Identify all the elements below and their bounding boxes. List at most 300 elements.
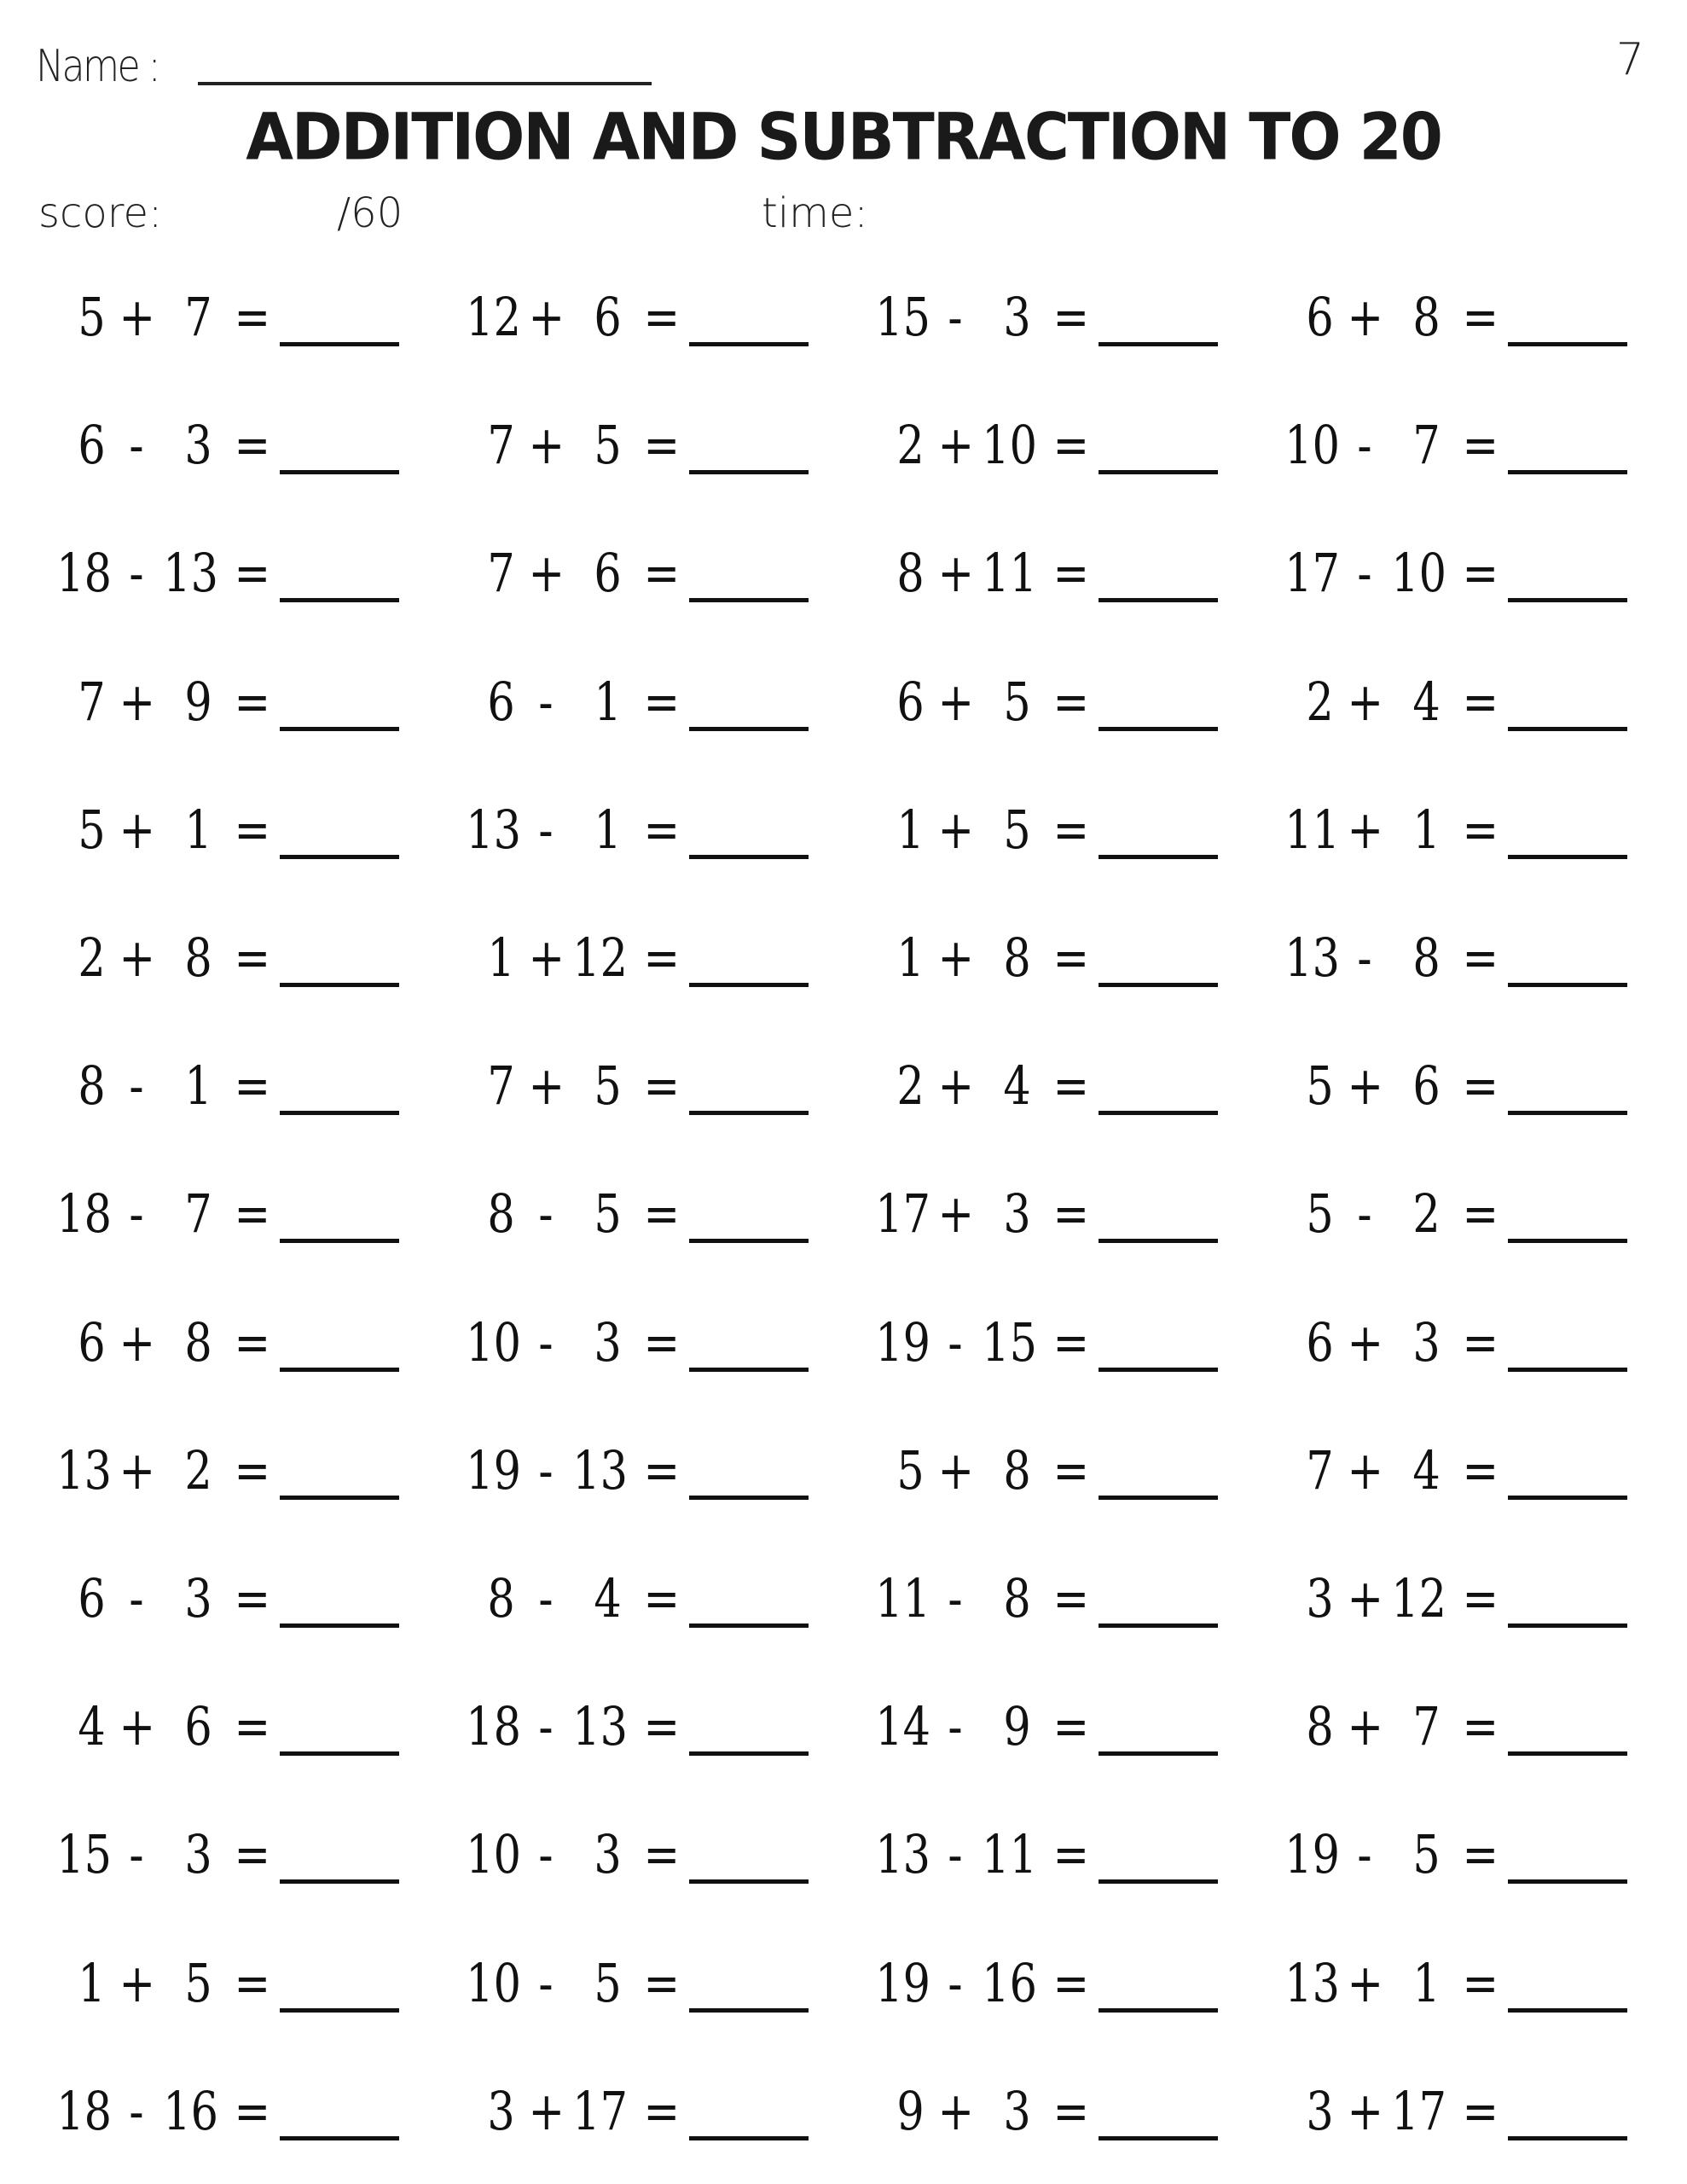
problem bbox=[1279, 1425, 1655, 1527]
operator: - bbox=[538, 1567, 554, 1629]
answer-blank[interactable] bbox=[280, 598, 399, 602]
problem bbox=[870, 399, 1245, 502]
operator: + bbox=[937, 542, 975, 604]
answer-blank[interactable] bbox=[1099, 1623, 1218, 1628]
operand-a: 10 bbox=[466, 1952, 522, 2014]
operand-b: 3 bbox=[594, 1311, 622, 1374]
answer-blank[interactable] bbox=[689, 855, 809, 859]
answer-blank[interactable] bbox=[1099, 983, 1218, 987]
operand-a: 1 bbox=[896, 799, 925, 861]
problem bbox=[461, 1937, 836, 2040]
operator: + bbox=[937, 1054, 975, 1117]
operand-b: 15 bbox=[982, 1311, 1038, 1374]
operand-b: 3 bbox=[1003, 2080, 1031, 2142]
problem bbox=[51, 1040, 426, 1142]
equals-sign: = bbox=[1052, 414, 1090, 476]
equals-sign: = bbox=[643, 1695, 681, 1757]
equals-sign: = bbox=[1462, 414, 1499, 476]
problem bbox=[461, 1040, 836, 1142]
operand-a: 3 bbox=[1306, 2080, 1334, 2142]
answer-blank[interactable] bbox=[1508, 1879, 1627, 1884]
operator: - bbox=[129, 1567, 144, 1629]
equals-sign: = bbox=[1462, 1311, 1499, 1374]
problem bbox=[1279, 1168, 1655, 1270]
problem bbox=[1279, 2065, 1655, 2168]
operand-a: 18 bbox=[56, 2080, 113, 2142]
operand-a: 7 bbox=[1306, 1439, 1334, 1502]
operand-a: 2 bbox=[896, 1054, 925, 1117]
operand-a: 15 bbox=[875, 286, 931, 348]
problem-row bbox=[0, 399, 1687, 502]
operand-a: 4 bbox=[78, 1695, 106, 1757]
equals-sign: = bbox=[234, 1567, 271, 1629]
operand-b: 4 bbox=[594, 1567, 622, 1629]
operand-a: 18 bbox=[466, 1695, 522, 1757]
problem-row bbox=[0, 656, 1687, 758]
problem-row bbox=[0, 784, 1687, 886]
operand-a: 19 bbox=[466, 1439, 522, 1502]
operand-b: 5 bbox=[594, 1182, 622, 1245]
problem bbox=[51, 656, 426, 758]
answer-blank[interactable] bbox=[1099, 342, 1218, 346]
operator: - bbox=[1357, 1182, 1372, 1245]
operand-a: 5 bbox=[78, 799, 106, 861]
answer-blank[interactable] bbox=[1508, 2008, 1627, 2013]
problem bbox=[1279, 1681, 1655, 1783]
operator: - bbox=[538, 1823, 554, 1885]
equals-sign: = bbox=[1052, 286, 1090, 348]
answer-blank[interactable] bbox=[280, 983, 399, 987]
problem bbox=[870, 1809, 1245, 1911]
operand-a: 13 bbox=[466, 799, 522, 861]
operand-b: 9 bbox=[1003, 1695, 1031, 1757]
answer-blank[interactable] bbox=[689, 1496, 809, 1500]
answer-blank[interactable] bbox=[689, 1879, 809, 1884]
problem bbox=[870, 527, 1245, 630]
problem bbox=[51, 527, 426, 630]
operand-b: 16 bbox=[163, 2080, 219, 2142]
operator: + bbox=[937, 926, 975, 989]
operand-a: 15 bbox=[56, 1823, 113, 1885]
operand-a: 6 bbox=[78, 414, 106, 476]
answer-blank[interactable] bbox=[689, 1751, 809, 1756]
equals-sign: = bbox=[1052, 1054, 1090, 1117]
equals-sign: = bbox=[1052, 799, 1090, 861]
answer-blank[interactable] bbox=[1508, 855, 1627, 859]
operand-a: 3 bbox=[487, 2080, 515, 2142]
operand-b: 8 bbox=[184, 926, 212, 989]
answer-blank[interactable] bbox=[689, 983, 809, 987]
equals-sign: = bbox=[643, 286, 681, 348]
operand-b: 5 bbox=[1003, 799, 1031, 861]
operand-b: 11 bbox=[982, 542, 1038, 604]
operator: + bbox=[119, 671, 156, 733]
operand-a: 5 bbox=[896, 1439, 925, 1502]
operator: + bbox=[119, 1695, 156, 1757]
equals-sign: = bbox=[1052, 926, 1090, 989]
problem bbox=[461, 1168, 836, 1270]
equals-sign: = bbox=[1052, 1695, 1090, 1757]
operator: + bbox=[528, 286, 565, 348]
problem bbox=[51, 1553, 426, 1655]
operator: - bbox=[1357, 926, 1372, 989]
equals-sign: = bbox=[643, 926, 681, 989]
equals-sign: = bbox=[1462, 1182, 1499, 1245]
operand-b: 8 bbox=[1412, 286, 1441, 348]
equals-sign: = bbox=[234, 1311, 271, 1374]
problem bbox=[1279, 271, 1655, 374]
problem-row bbox=[0, 527, 1687, 630]
answer-blank[interactable] bbox=[280, 1751, 399, 1756]
answer-blank[interactable] bbox=[1508, 727, 1627, 731]
problem bbox=[51, 1809, 426, 1911]
answer-blank[interactable] bbox=[1508, 1751, 1627, 1756]
operator: + bbox=[528, 414, 565, 476]
problem bbox=[461, 656, 836, 758]
problem-row bbox=[0, 912, 1687, 1014]
problem bbox=[51, 1425, 426, 1527]
problem-row bbox=[0, 1937, 1687, 2040]
equals-sign: = bbox=[1462, 2080, 1499, 2142]
answer-blank[interactable] bbox=[1508, 1496, 1627, 1500]
operand-b: 5 bbox=[184, 1952, 212, 2014]
problem bbox=[1279, 784, 1655, 886]
operand-b: 12 bbox=[572, 926, 629, 989]
operand-b: 5 bbox=[594, 1952, 622, 2014]
operand-b: 3 bbox=[184, 1823, 212, 1885]
operand-b: 1 bbox=[594, 671, 622, 733]
operand-b: 17 bbox=[1391, 2080, 1447, 2142]
operand-b: 13 bbox=[163, 542, 219, 604]
operator: - bbox=[129, 1823, 144, 1885]
operand-a: 1 bbox=[896, 926, 925, 989]
equals-sign: = bbox=[1052, 1311, 1090, 1374]
operator: - bbox=[129, 1054, 144, 1117]
answer-blank[interactable] bbox=[1508, 1239, 1627, 1243]
operand-b: 4 bbox=[1412, 671, 1441, 733]
operand-b: 10 bbox=[982, 414, 1038, 476]
answer-blank[interactable] bbox=[1099, 1239, 1218, 1243]
answer-blank[interactable] bbox=[1099, 2136, 1218, 2140]
operand-a: 3 bbox=[1306, 1567, 1334, 1629]
equals-sign: = bbox=[1052, 1182, 1090, 1245]
operand-a: 10 bbox=[466, 1311, 522, 1374]
operator: + bbox=[1347, 2080, 1384, 2142]
problem bbox=[870, 1681, 1245, 1783]
answer-blank[interactable] bbox=[1099, 1879, 1218, 1884]
answer-blank[interactable] bbox=[1099, 1496, 1218, 1500]
answer-blank[interactable] bbox=[689, 1623, 809, 1628]
operand-a: 8 bbox=[896, 542, 925, 604]
answer-blank[interactable] bbox=[280, 1368, 399, 1372]
problem bbox=[870, 1040, 1245, 1142]
problem bbox=[1279, 912, 1655, 1014]
problem bbox=[461, 1425, 836, 1527]
equals-sign: = bbox=[234, 1952, 271, 2014]
operator: + bbox=[937, 1439, 975, 1502]
answer-blank[interactable] bbox=[689, 727, 809, 731]
operator: - bbox=[948, 1823, 963, 1885]
operand-b: 16 bbox=[982, 1952, 1038, 2014]
operand-b: 8 bbox=[1003, 1439, 1031, 1502]
operand-a: 13 bbox=[875, 1823, 931, 1885]
operator: + bbox=[119, 286, 156, 348]
operator: + bbox=[528, 542, 565, 604]
answer-blank[interactable] bbox=[1508, 2136, 1627, 2140]
problem-row bbox=[0, 1553, 1687, 1655]
problem bbox=[51, 1681, 426, 1783]
score-total: /60 bbox=[337, 189, 403, 237]
operand-a: 5 bbox=[1306, 1054, 1334, 1117]
answer-blank[interactable] bbox=[280, 342, 399, 346]
answer-blank[interactable] bbox=[1099, 1751, 1218, 1756]
answer-blank[interactable] bbox=[689, 1239, 809, 1243]
operator: - bbox=[948, 286, 963, 348]
operand-b: 7 bbox=[184, 1182, 212, 1245]
operand-b: 7 bbox=[1412, 414, 1441, 476]
equals-sign: = bbox=[1462, 1567, 1499, 1629]
problem bbox=[461, 527, 836, 630]
operator: + bbox=[1347, 286, 1384, 348]
answer-blank[interactable] bbox=[280, 727, 399, 731]
operand-b: 6 bbox=[1412, 1054, 1441, 1117]
operand-a: 7 bbox=[487, 1054, 515, 1117]
operand-a: 11 bbox=[875, 1567, 931, 1629]
operand-a: 2 bbox=[1306, 671, 1334, 733]
operator: - bbox=[129, 2080, 144, 2142]
operand-b: 13 bbox=[572, 1695, 629, 1757]
answer-blank[interactable] bbox=[689, 470, 809, 474]
problem bbox=[870, 1297, 1245, 1399]
equals-sign: = bbox=[643, 414, 681, 476]
operand-a: 2 bbox=[78, 926, 106, 989]
operand-a: 7 bbox=[78, 671, 106, 733]
operand-a: 18 bbox=[56, 542, 113, 604]
equals-sign: = bbox=[1462, 286, 1499, 348]
operator: - bbox=[1357, 1823, 1372, 1885]
problem bbox=[870, 784, 1245, 886]
problem bbox=[1279, 1809, 1655, 1911]
operator: + bbox=[937, 414, 975, 476]
operator: + bbox=[1347, 1952, 1384, 2014]
equals-sign: = bbox=[1052, 1952, 1090, 2014]
operand-a: 9 bbox=[896, 2080, 925, 2142]
equals-sign: = bbox=[1052, 671, 1090, 733]
operand-b: 1 bbox=[1412, 1952, 1441, 2014]
operand-a: 5 bbox=[1306, 1182, 1334, 1245]
operator: + bbox=[119, 799, 156, 861]
problem bbox=[51, 1168, 426, 1270]
problem bbox=[1279, 1553, 1655, 1655]
answer-blank[interactable] bbox=[280, 1623, 399, 1628]
operator: - bbox=[538, 1952, 554, 2014]
answer-blank[interactable] bbox=[1508, 1368, 1627, 1372]
operator: - bbox=[538, 799, 554, 861]
answer-blank[interactable] bbox=[689, 598, 809, 602]
operand-b: 8 bbox=[1003, 1567, 1031, 1629]
answer-blank[interactable] bbox=[280, 1879, 399, 1884]
answer-blank[interactable] bbox=[280, 1111, 399, 1115]
equals-sign: = bbox=[643, 542, 681, 604]
equals-sign: = bbox=[643, 1439, 681, 1502]
problem bbox=[870, 1425, 1245, 1527]
operand-a: 10 bbox=[1284, 414, 1341, 476]
equals-sign: = bbox=[1462, 1952, 1499, 2014]
answer-blank[interactable] bbox=[689, 2008, 809, 2013]
answer-blank[interactable] bbox=[1508, 1111, 1627, 1115]
answer-blank[interactable] bbox=[1508, 1623, 1627, 1628]
operand-b: 2 bbox=[1412, 1182, 1441, 1245]
problem bbox=[1279, 1297, 1655, 1399]
operator: + bbox=[1347, 1439, 1384, 1502]
operand-a: 13 bbox=[1284, 1952, 1341, 2014]
equals-sign: = bbox=[234, 671, 271, 733]
equals-sign: = bbox=[1462, 926, 1499, 989]
answer-blank[interactable] bbox=[1099, 855, 1218, 859]
problem-row bbox=[0, 1297, 1687, 1399]
answer-blank[interactable] bbox=[1099, 1111, 1218, 1115]
problem-row bbox=[0, 1168, 1687, 1270]
operand-b: 5 bbox=[594, 414, 622, 476]
answer-blank[interactable] bbox=[1508, 983, 1627, 987]
equals-sign: = bbox=[643, 1311, 681, 1374]
page-number: 7 bbox=[1615, 34, 1644, 85]
operand-a: 19 bbox=[875, 1311, 931, 1374]
operator: + bbox=[528, 1054, 565, 1117]
operand-b: 12 bbox=[1391, 1567, 1447, 1629]
operand-b: 5 bbox=[1003, 671, 1031, 733]
problem bbox=[461, 399, 836, 502]
operator: + bbox=[1347, 671, 1384, 733]
problem bbox=[870, 271, 1245, 374]
name-label: Name : bbox=[36, 41, 159, 92]
answer-blank[interactable] bbox=[1508, 342, 1627, 346]
operand-a: 12 bbox=[466, 286, 522, 348]
operand-a: 2 bbox=[896, 414, 925, 476]
operand-b: 9 bbox=[184, 671, 212, 733]
equals-sign: = bbox=[234, 1182, 271, 1245]
operand-a: 8 bbox=[487, 1567, 515, 1629]
name-answer-line[interactable] bbox=[198, 82, 652, 85]
operand-b: 5 bbox=[594, 1054, 622, 1117]
answer-blank[interactable] bbox=[1099, 2008, 1218, 2013]
operator: + bbox=[937, 671, 975, 733]
operand-b: 3 bbox=[1003, 1182, 1031, 1245]
operator: - bbox=[1357, 414, 1372, 476]
time-label: time: bbox=[762, 189, 868, 237]
equals-sign: = bbox=[1052, 1823, 1090, 1885]
answer-blank[interactable] bbox=[1099, 470, 1218, 474]
operand-b: 2 bbox=[184, 1439, 212, 1502]
operator: + bbox=[119, 926, 156, 989]
operator: + bbox=[528, 2080, 565, 2142]
equals-sign: = bbox=[1462, 1695, 1499, 1757]
operator: + bbox=[528, 926, 565, 989]
problem bbox=[461, 1809, 836, 1911]
problem bbox=[461, 912, 836, 1014]
equals-sign: = bbox=[234, 1439, 271, 1502]
problem-row bbox=[0, 2065, 1687, 2168]
operand-a: 1 bbox=[487, 926, 515, 989]
problem bbox=[870, 656, 1245, 758]
equals-sign: = bbox=[1052, 2080, 1090, 2142]
operand-a: 6 bbox=[896, 671, 925, 733]
problem bbox=[461, 1553, 836, 1655]
equals-sign: = bbox=[1052, 1567, 1090, 1629]
problem bbox=[461, 2065, 836, 2168]
answer-blank[interactable] bbox=[280, 855, 399, 859]
answer-blank[interactable] bbox=[1099, 727, 1218, 731]
problem bbox=[1279, 1040, 1655, 1142]
problem bbox=[1279, 399, 1655, 502]
answer-blank[interactable] bbox=[280, 470, 399, 474]
answer-blank[interactable] bbox=[1099, 598, 1218, 602]
equals-sign: = bbox=[234, 2080, 271, 2142]
answer-blank[interactable] bbox=[280, 2008, 399, 2013]
name-field-label-row bbox=[36, 32, 180, 92]
operator: - bbox=[538, 1695, 554, 1757]
problem bbox=[461, 1297, 836, 1399]
score-label: score: bbox=[38, 189, 163, 237]
problem-row bbox=[0, 271, 1687, 374]
answer-blank[interactable] bbox=[280, 1496, 399, 1500]
answer-blank[interactable] bbox=[1508, 598, 1627, 602]
operator: + bbox=[1347, 1311, 1384, 1374]
operand-b: 3 bbox=[594, 1823, 622, 1885]
operand-a: 17 bbox=[875, 1182, 931, 1245]
equals-sign: = bbox=[1462, 1054, 1499, 1117]
problem bbox=[870, 912, 1245, 1014]
operator: - bbox=[129, 1182, 144, 1245]
answer-blank[interactable] bbox=[689, 1111, 809, 1115]
equals-sign: = bbox=[643, 1054, 681, 1117]
operator: - bbox=[129, 542, 144, 604]
problem bbox=[51, 1297, 426, 1399]
answer-blank[interactable] bbox=[1099, 1368, 1218, 1372]
operand-a: 8 bbox=[1306, 1695, 1334, 1757]
worksheet-title: ADDITION AND SUBTRACTION TO 20 bbox=[246, 98, 1441, 175]
operand-a: 18 bbox=[56, 1182, 113, 1245]
operand-a: 8 bbox=[78, 1054, 106, 1117]
problem bbox=[461, 784, 836, 886]
operator: + bbox=[1347, 799, 1384, 861]
operand-b: 8 bbox=[1003, 926, 1031, 989]
answer-blank[interactable] bbox=[280, 1239, 399, 1243]
operand-b: 3 bbox=[184, 1567, 212, 1629]
operand-a: 6 bbox=[78, 1311, 106, 1374]
operator: + bbox=[937, 1182, 975, 1245]
equals-sign: = bbox=[234, 414, 271, 476]
equals-sign: = bbox=[234, 542, 271, 604]
operand-b: 1 bbox=[594, 799, 622, 861]
operand-b: 11 bbox=[982, 1823, 1038, 1885]
operator: + bbox=[119, 1439, 156, 1502]
problem bbox=[51, 2065, 426, 2168]
answer-blank[interactable] bbox=[280, 2136, 399, 2140]
answer-blank[interactable] bbox=[689, 342, 809, 346]
operand-a: 10 bbox=[466, 1823, 522, 1885]
operand-a: 17 bbox=[1284, 542, 1341, 604]
operand-b: 1 bbox=[184, 1054, 212, 1117]
answer-blank[interactable] bbox=[1508, 470, 1627, 474]
operator: - bbox=[948, 1952, 963, 2014]
answer-blank[interactable] bbox=[689, 2136, 809, 2140]
problem bbox=[870, 2065, 1245, 2168]
operator: + bbox=[119, 1952, 156, 2014]
operand-a: 1 bbox=[78, 1952, 106, 2014]
answer-blank[interactable] bbox=[689, 1368, 809, 1372]
operand-a: 19 bbox=[1284, 1823, 1341, 1885]
